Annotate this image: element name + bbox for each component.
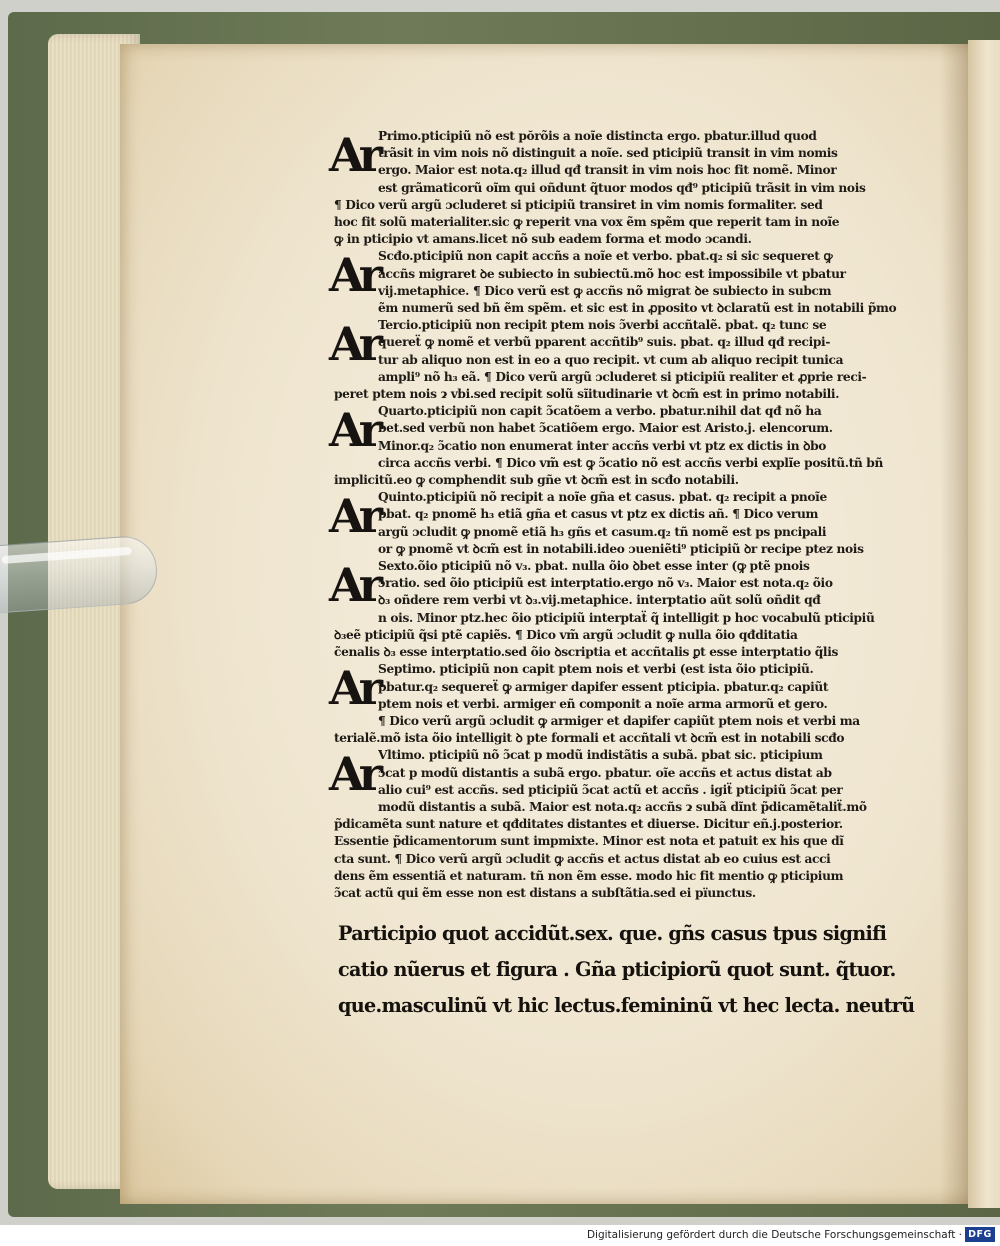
paragraph	[329, 248, 934, 317]
drop-initial: Ar	[329, 489, 377, 544]
text-line: est grãmaticorũ oĩm qui oñdunt q̃tuor modos qđ⁹ pticipiũ trãsit in vim nois	[378, 180, 866, 195]
text-line: Primo.pticipiũ nõ est pŏrõis a noĩe distincta ergo. pbatur.illud quod	[378, 129, 817, 143]
paragraph	[329, 661, 934, 747]
text-line: Minor.q₂ ɔ̃catio non enumerat inter accñs verbi vt ptz ex dictis in ꝺbo	[378, 438, 827, 453]
text-line: alio cui⁹ est accñs. sed pticipiũ ɔ̃cat actũ et accñs . igiẗ pticipiũ ɔ̃cat per	[378, 782, 843, 797]
text-line: trãsit in vim nois nõ distinguit a noĩe. sed pticipiũ transit in vim nomis	[378, 146, 838, 161]
text-line: ¶ Dico verũ argũ ɔcluderet si pticipiũ transiret in vim nomis formaliter. sed	[334, 197, 823, 212]
text-line: Quinto.pticipiũ nõ recipit a noĩe gña et casus. pbat. q₂ recipit a pnoĩe	[378, 490, 827, 505]
headline-line: catio nũerus et figura . Gña pticipiorũ quot sunt. q̃tuor.	[338, 958, 896, 981]
text-line: ɔ̃ratio. sed õio pticipiũ est interptatio.ergo nõ v₃. Maior est nota.q₂ õio	[378, 576, 833, 591]
text-line: ꝙ in pticipio vt amans.licet nõ sub eadem forma et modo ɔcandi.	[334, 232, 752, 247]
drop-initial: Ar	[329, 747, 377, 802]
text-line: tur ab aliquo non est in eo a quo recipit. vt cum ab aliquo recipit tunica	[378, 352, 844, 367]
text-line: Tercio.pticipiũ non recipit ptem nois ɔ̃verbi accñtalẽ. pbat. q₂ tunc se	[378, 318, 827, 333]
text-line: accñs migraret ꝺe subiecto in subiectũ.mõ hoc est impossibile vt pbatur	[378, 266, 846, 281]
text-line: Vltimo. pticipiũ nõ ɔ̃cat p modũ indistãtis a subã. pbat sic. pticipium	[378, 748, 823, 763]
text-line: cta sunt. ¶ Dico verũ argũ ɔcludit ꝙ accñs et actus distat ab eo cuius est acci	[334, 851, 831, 866]
drop-initial: Ar	[329, 661, 377, 716]
text-line: terialẽ.mõ ista õio intelligit ꝺ pte formali et accñtali vt ꝺcm̃ est in notabili scđo	[334, 731, 845, 746]
text-line: quereẗ ꝙ nomẽ et verbũ pparent accñtib⁹ suis. pbat. q₂ illud qđ recipi-	[378, 335, 831, 350]
page-gutter	[940, 44, 970, 1204]
text-line: ¶ Dico verũ argũ ɔcludit ꝙ armiger et dapifer capiũt ptem nois et verbi ma	[378, 713, 860, 728]
text-line: or ꝙ pnomẽ vt ꝺcm̃ est in notabili.ideo ɔueniẽti⁹ pticipiũ ꝺr recipe ptez nois	[378, 541, 864, 556]
text-line: ɔ̃cat p modũ distantis a subã ergo. pbatur. oĩe accñs et actus distat ab	[378, 765, 832, 780]
text-line: pbat. q₂ pnomẽ h₃ etiã gña et casus vt ptz ex dictis añ. ¶ Dico verum	[378, 507, 819, 522]
glass-page-weight	[0, 534, 159, 613]
text-line: ɔ̃cat actũ qui ẽm esse non est distans a subſtãtia.sed ei pïunctus.	[334, 885, 756, 900]
drop-initial: Ar	[329, 317, 377, 372]
text-line: implicitũ.eo ꝙ comphendit sub gñe vt ꝺcm̃ est in scđo notabili.	[334, 473, 739, 488]
text-line: circa accñs verbi. ¶ Dico vm̃ est ꝙ ɔ̃catio nõ est accñs verbi explĩe positũ.tñ bñ	[378, 455, 883, 470]
text-line: vij.metaphice. ¶ Dico verũ est ꝙ accñs nõ migrat ꝺe subiecto in subcm	[378, 283, 832, 298]
paragraph	[329, 747, 934, 902]
text-line: bet.sed verbũ non habet ɔ̃catiõem ergo. Maior est Aristo.j. elencorum.	[378, 421, 833, 436]
text-line: Essentie p̃dicamentorum sunt impmixte. Minor est nota et patuit ex his que dĩ	[334, 834, 844, 849]
headline-line: Participio quot accidũt.sex. que. gñs casus tpus signifi	[338, 922, 887, 945]
text-line: n ois. Minor ptz.hec õio pticipiũ interptaẗ q̃ intelligit p hoc vocabulũ pticipiũ	[378, 610, 875, 625]
body-text	[329, 128, 934, 902]
facing-page-edge	[968, 40, 1000, 1208]
text-line: argũ ɔcludit ꝙ pnomẽ etiã h₃ gñs et casum.q₂ tñ nomẽ est ps pncipali	[378, 524, 827, 539]
text-line: modũ distantis a subã. Maior est nota.q₂ accñs ɂ subã dĩnt p̃dicamẽtaliẗ.mõ	[378, 799, 867, 814]
text-line: Scđo.pticipiũ non capit accñs a noĩe et verbo. pbat.q₂ si sic sequeret ꝙ	[378, 249, 833, 264]
funding-credit: Digitalisierung gefördert durch die Deutsche Forschungsgemeinschaft ·	[586, 1229, 962, 1241]
drop-initial: Ar	[329, 403, 377, 458]
text-line: c̃enalis ꝺ₃ esse interptatio.sed õio ꝺscriptia et accñtalis ꝑt esse interptatio q̃lis	[334, 645, 839, 660]
paragraph	[329, 558, 934, 661]
dfg-logo: DFG	[965, 1227, 995, 1242]
text-line: Sexto.õio pticipiũ nõ v₃. pbat. nulla õio ꝺbet esse inter (ꝙ ptẽ pnois	[378, 559, 810, 574]
text-line: Quarto.pticipiũ non capit ɔ̃catõem a verbo. pbatur.nihil dat qđ nõ ha	[378, 404, 822, 419]
paragraph	[329, 489, 934, 558]
text-line: p̃dicamẽta sunt nature et qđditates distantes et diuerse. Dicitur eñ.j.posterior.	[334, 817, 843, 832]
text-line: ptem nois et verbi. armiger eñ componit a noĩe arma armorũ et gero.	[378, 696, 828, 711]
text-line: Septimo. pticipiũ non capit ptem nois et verbi (est ista õio pticipiũ.	[378, 662, 814, 677]
drop-initial: Ar	[329, 558, 377, 613]
drop-initial: Ar	[329, 128, 377, 182]
paragraph	[329, 128, 934, 248]
text-line: ꝺ₃eẽ pticipiũ q̃si ptẽ capiẽs. ¶ Dico vm̃ argũ ɔcludit ꝙ nulla õio qđditatia	[334, 627, 798, 642]
headline-line: que.masculinũ vt hic lectus.femininũ vt hec lecta. neutrũ	[338, 994, 915, 1017]
text-line: ergo. Maior est nota.q₂ illud qđ transit in vim nois hoc fit nomẽ. Minor	[378, 163, 837, 178]
text-line: ampli⁹ nõ h₃ eã. ¶ Dico verũ argũ ɔcluderet si pticipiũ realiter et ꝓprie reci-	[378, 369, 867, 384]
text-line: hoc fit solũ materialiter.sic ꝙ reperit vna vox ẽm spẽm que reperit tam in noĩe	[334, 215, 840, 230]
paragraph	[329, 317, 934, 403]
text-line: pbatur.q₂ sequereẗ ꝙ armiger dapifer essent pticipia. pbatur.q₂ capiũt	[378, 679, 829, 694]
headline-text	[338, 916, 938, 1024]
text-line: ẽm numerũ sed bñ ẽm spẽm. et sic est in ꝓposito vt ꝺclaratũ est in notabili p̃mo	[378, 301, 897, 316]
text-line: ꝺ₃ oñdere rem verbi vt ꝺ₃.vij.metaphice. interptatio aũt solũ oñdit qđ	[378, 593, 821, 608]
text-line: peret ptem nois ɂ vbi.sed recipit solũ sĩitudinarie vt ꝺcm̃ est in primo notabili.	[334, 387, 840, 402]
drop-initial: Ar	[329, 248, 377, 303]
text-line: dens ẽm essentiã et naturam. tñ non ẽm esse. modo hic fit mentio ꝙ pticipium	[334, 868, 844, 883]
paragraph	[329, 403, 934, 489]
